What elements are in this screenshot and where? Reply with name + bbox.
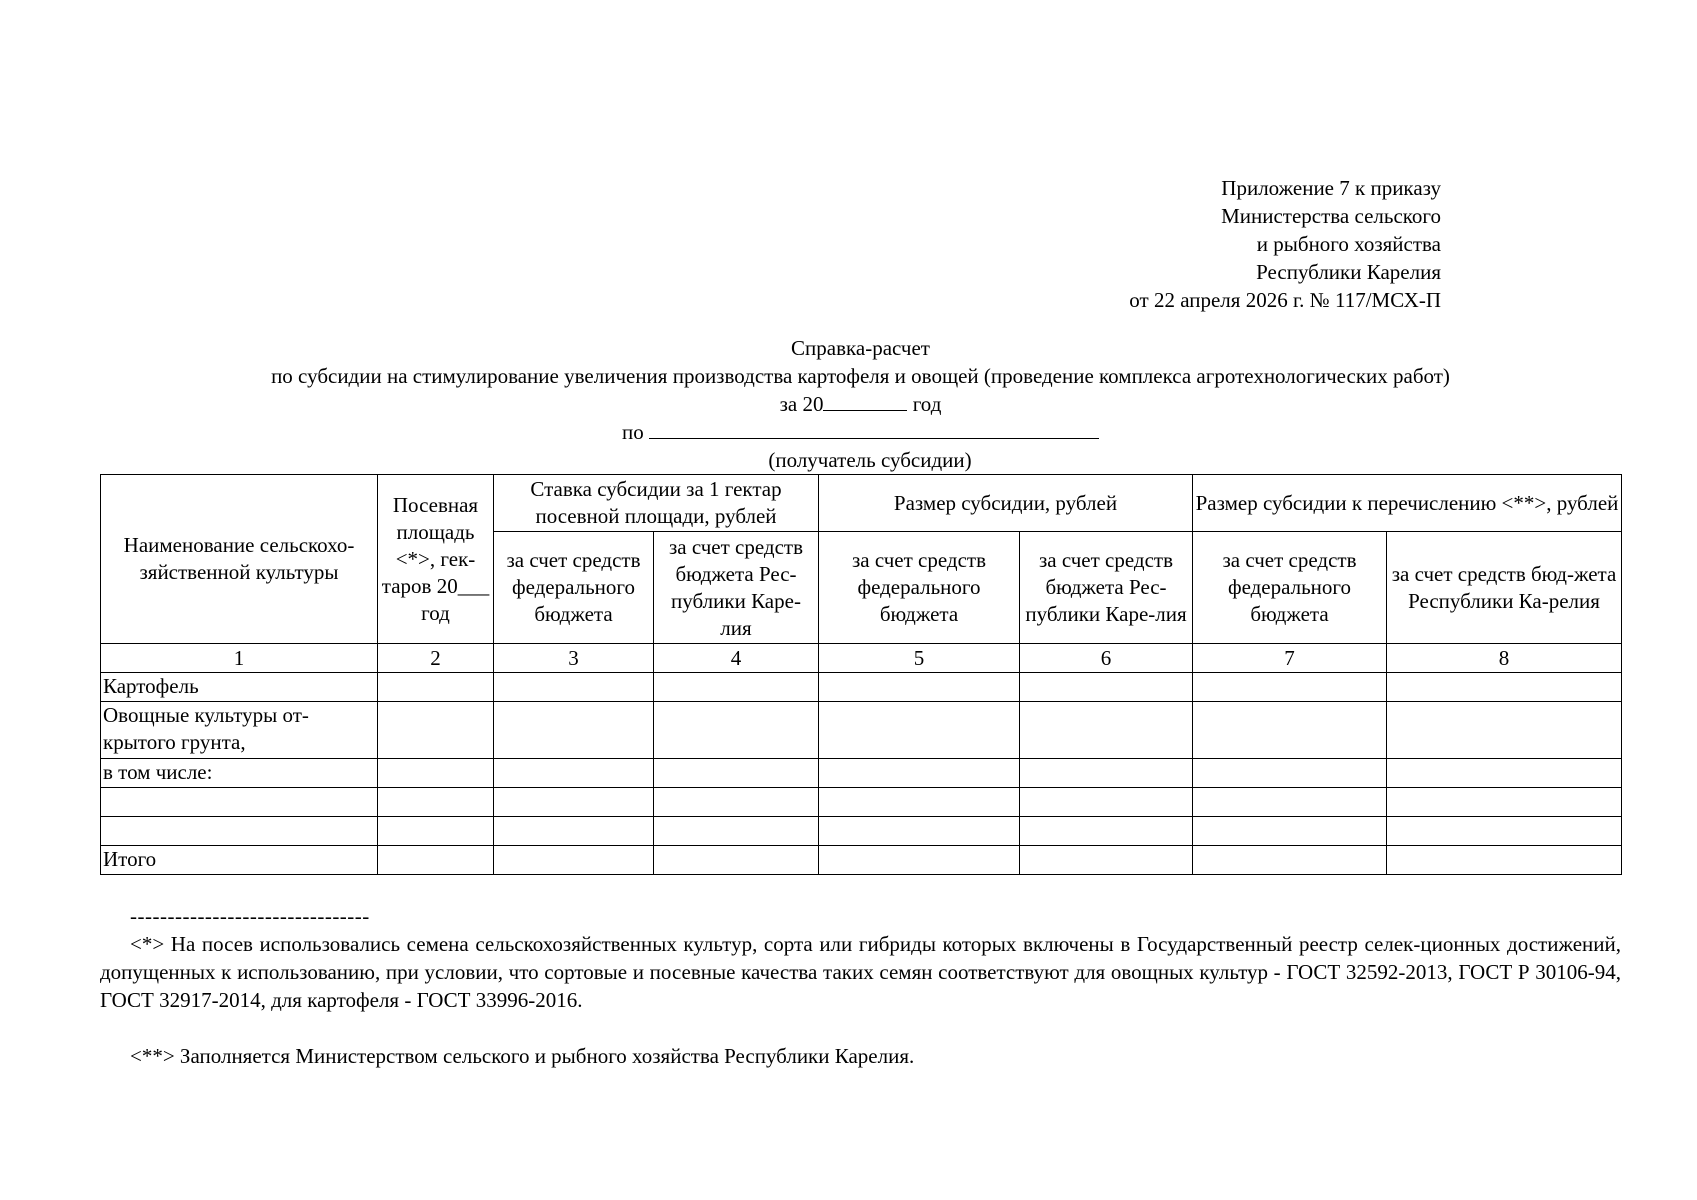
table-cell[interactable] (654, 817, 819, 846)
table-cell[interactable] (1193, 673, 1387, 702)
table-row (101, 788, 1622, 817)
table-cell[interactable] (1193, 759, 1387, 788)
title-heading: Справка-расчет (791, 336, 930, 360)
table-cell[interactable] (654, 846, 819, 875)
table-cell[interactable] (1020, 788, 1193, 817)
appendix-line: Республики Карелия (1256, 260, 1441, 284)
table-cell[interactable] (1387, 817, 1622, 846)
table-cell[interactable] (494, 788, 654, 817)
title-subject: по субсидии на стимулирование увеличения производства картофеля и овощей (проведение комплекса агротехнологических работ) (271, 364, 1450, 388)
table-cell[interactable] (654, 759, 819, 788)
column-number: 6 (1020, 644, 1193, 673)
row-label: в том числе: (101, 759, 378, 788)
year-suffix: год (907, 392, 942, 416)
recipient-line (622, 418, 1099, 446)
column-number: 4 (654, 644, 819, 673)
header-area: Посевная площадь <*>, гек-таров 20___ год (378, 475, 494, 644)
table-cell[interactable] (494, 759, 654, 788)
column-number: 3 (494, 644, 654, 673)
table-cell[interactable] (378, 846, 494, 875)
appendix-reference (1129, 174, 1441, 314)
table-cell[interactable] (1387, 673, 1622, 702)
row-label-total: Итого (101, 846, 378, 875)
table-cell[interactable] (378, 817, 494, 846)
footnote-area: <*> На посев использовались семена сельскохозяйственных культур, сорта или гибриды которых включены в Государственный реестр селек-ционных достижений, допущенных к использованию, при условии, что сортовые и посевные качества таких семян соответствуют для овощных культур - ГОСТ 32592-2013, ГОСТ Р 30106-94, ГОСТ 32917-2014, для картофеля - ГОСТ 33996-2016. (100, 932, 1621, 1012)
column-number: 7 (1193, 644, 1387, 673)
year-prefix: за 20 (779, 392, 824, 416)
header-row-1 (101, 475, 1622, 532)
table-cell[interactable] (654, 673, 819, 702)
table-cell[interactable] (494, 673, 654, 702)
subsidy-table (100, 474, 1622, 875)
column-number: 8 (1387, 644, 1622, 673)
appendix-line: Приложение 7 к приказу (1221, 176, 1441, 200)
header-transfer-regional: за счет средств бюд-жета Республики Ка-релия (1387, 532, 1622, 644)
recipient-blank (649, 418, 1099, 439)
column-number: 2 (378, 644, 494, 673)
row-label: Овощные культуры от-крытого грунта, (101, 702, 378, 759)
table-cell[interactable] (378, 702, 494, 759)
header-amount-group: Размер субсидии, рублей (819, 475, 1193, 532)
table-cell[interactable] (494, 702, 654, 759)
row-label: Картофель (101, 673, 378, 702)
table-cell[interactable] (1387, 846, 1622, 875)
table-cell[interactable] (819, 673, 1020, 702)
table-cell[interactable] (819, 788, 1020, 817)
appendix-line: и рыбного хозяйства (1256, 232, 1441, 256)
appendix-line: Министерства сельского (1221, 204, 1441, 228)
title-year-line (100, 390, 1621, 418)
table-row-total (101, 846, 1622, 875)
table-cell[interactable] (494, 817, 654, 846)
document-title (100, 334, 1621, 418)
table-cell[interactable] (1193, 788, 1387, 817)
table-cell[interactable] (819, 702, 1020, 759)
table-cell[interactable] (1387, 788, 1622, 817)
footnotes (100, 902, 1621, 1070)
year-blank (823, 390, 907, 411)
table-cell[interactable] (1387, 702, 1622, 759)
table-row (101, 702, 1622, 759)
table-cell[interactable] (819, 759, 1020, 788)
table-cell[interactable] (819, 817, 1020, 846)
table-cell[interactable] (494, 846, 654, 875)
table-cell[interactable] (1193, 846, 1387, 875)
table-cell[interactable] (378, 673, 494, 702)
recipient-caption: (получатель субсидии) (768, 448, 972, 472)
appendix-order-line: от 22 апреля 2026 г. № 117/МСХ-П (1129, 288, 1441, 312)
table-cell[interactable] (1020, 702, 1193, 759)
header-crop: Наименование сельскохо-зяйственной культуры (101, 475, 378, 644)
column-number: 5 (819, 644, 1020, 673)
table-row (101, 817, 1622, 846)
table-cell[interactable] (1387, 759, 1622, 788)
table-cell[interactable] (1020, 817, 1193, 846)
column-number: 1 (101, 644, 378, 673)
footnote-transfer: <**> Заполняется Министерством сельского и рыбного хозяйства Республики Карелия. (130, 1044, 915, 1068)
table-cell[interactable] (378, 788, 494, 817)
table-cell[interactable] (1193, 702, 1387, 759)
header-transfer-federal: за счет средств федерального бюджета (1193, 532, 1387, 644)
header-rate-group: Ставка субсидии за 1 гектар посевной площади, рублей (494, 475, 819, 532)
table-cell[interactable] (1020, 759, 1193, 788)
row-label (101, 817, 378, 846)
table-row (101, 759, 1622, 788)
header-rate-regional: за счет средств бюджета Рес-публики Каре-лия (654, 532, 819, 644)
header-rate-federal: за счет средств федерального бюджета (494, 532, 654, 644)
table-cell[interactable] (1020, 673, 1193, 702)
table-cell[interactable] (1193, 817, 1387, 846)
header-amount-regional: за счет средств бюджета Рес-публики Каре-лия (1020, 532, 1193, 644)
table-cell[interactable] (654, 788, 819, 817)
table-cell[interactable] (654, 702, 819, 759)
table-row (101, 673, 1622, 702)
table-cell[interactable] (378, 759, 494, 788)
table-cell[interactable] (819, 846, 1020, 875)
column-number-row (101, 644, 1622, 673)
footnote-separator: -------------------------------- (130, 904, 370, 928)
recipient-prefix: по (622, 420, 649, 444)
header-amount-federal: за счет средств федерального бюджета (819, 532, 1020, 644)
header-transfer-group: Размер субсидии к перечислению <**>, рублей (1193, 475, 1622, 532)
row-label (101, 788, 378, 817)
table-cell[interactable] (1020, 846, 1193, 875)
